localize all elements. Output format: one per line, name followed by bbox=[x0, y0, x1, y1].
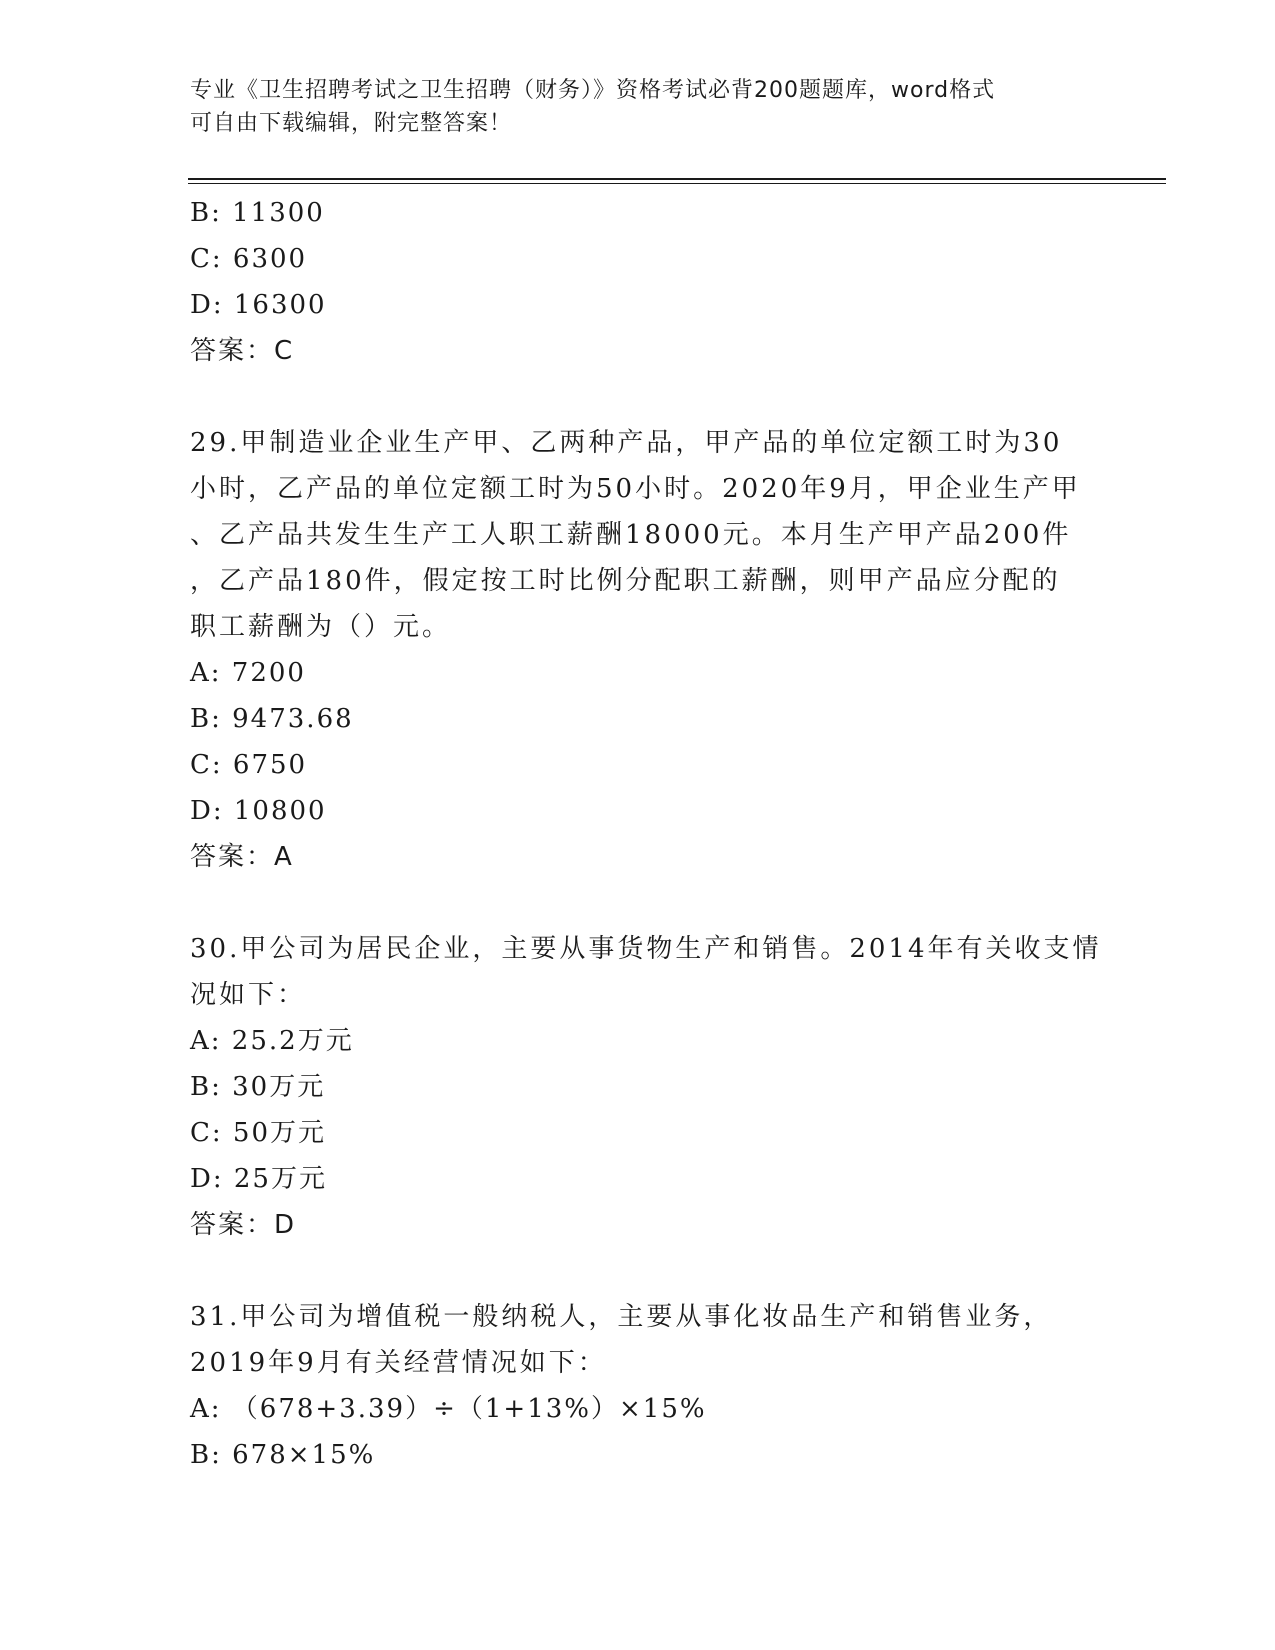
stem-line: 、乙产品共发生生产工人职工薪酬18000元。本月生产甲产品200件 bbox=[190, 520, 1072, 550]
header-divider-thick bbox=[188, 178, 1166, 180]
question-list bbox=[190, 190, 1110, 1478]
spacer bbox=[190, 374, 1110, 420]
option-c: C: 6750 bbox=[190, 750, 308, 780]
question-stem bbox=[190, 420, 1110, 650]
option-d: D: 10800 bbox=[190, 796, 327, 826]
header-title-line-1: 专业《卫生招聘考试之卫生招聘（财务）》资格考试必背200题题库，word格式 bbox=[190, 78, 996, 103]
stem-line: 职工薪酬为（）元。 bbox=[190, 612, 452, 642]
page-header bbox=[190, 74, 1090, 140]
header-title-line-2: 可自由下载编辑，附完整答案！ bbox=[190, 111, 513, 136]
question-30 bbox=[190, 926, 1110, 1248]
question-stem bbox=[190, 926, 1110, 1018]
spacer bbox=[190, 880, 1110, 926]
header-divider-thin bbox=[188, 183, 1166, 184]
option-d: D: 25万元 bbox=[190, 1164, 327, 1194]
question-28 bbox=[190, 190, 1110, 374]
option-d: D: 16300 bbox=[190, 290, 327, 320]
answer-line: 答案：D bbox=[190, 1210, 297, 1240]
stem-line: 2019年9月有关经营情况如下： bbox=[190, 1348, 607, 1378]
option-b: B: 678×15% bbox=[190, 1440, 376, 1470]
option-b: B: 9473.68 bbox=[190, 704, 354, 734]
stem-line: 小时，乙产品的单位定额工时为50小时。2020年9月，甲企业生产甲 bbox=[190, 474, 1081, 504]
stem-line: 31.甲公司为增值税一般纳税人，主要从事化妆品生产和销售业务， bbox=[190, 1302, 1053, 1332]
option-a: A: 7200 bbox=[190, 658, 306, 688]
answer-line: 答案：A bbox=[190, 842, 294, 872]
answer-line: 答案：C bbox=[190, 336, 295, 366]
question-31 bbox=[190, 1294, 1110, 1478]
stem-line: ，乙产品180件，假定按工时比例分配职工薪酬，则甲产品应分配的 bbox=[190, 566, 1061, 596]
stem-line: 29.甲制造业企业生产甲、乙两种产品，甲产品的单位定额工时为30 bbox=[190, 428, 1063, 458]
spacer bbox=[190, 1248, 1110, 1294]
question-stem bbox=[190, 1294, 1110, 1386]
option-c: C: 50万元 bbox=[190, 1118, 327, 1148]
stem-line: 况如下： bbox=[190, 980, 307, 1010]
option-b: B: 30万元 bbox=[190, 1072, 326, 1102]
option-c: C: 6300 bbox=[190, 244, 308, 274]
option-b: B: 11300 bbox=[190, 198, 325, 228]
option-a: A: （678+3.39）÷（1+13%）×15% bbox=[190, 1394, 707, 1424]
option-a: A: 25.2万元 bbox=[190, 1026, 354, 1056]
stem-line: 30.甲公司为居民企业，主要从事货物生产和销售。2014年有关收支情 bbox=[190, 934, 1102, 964]
question-29 bbox=[190, 420, 1110, 880]
